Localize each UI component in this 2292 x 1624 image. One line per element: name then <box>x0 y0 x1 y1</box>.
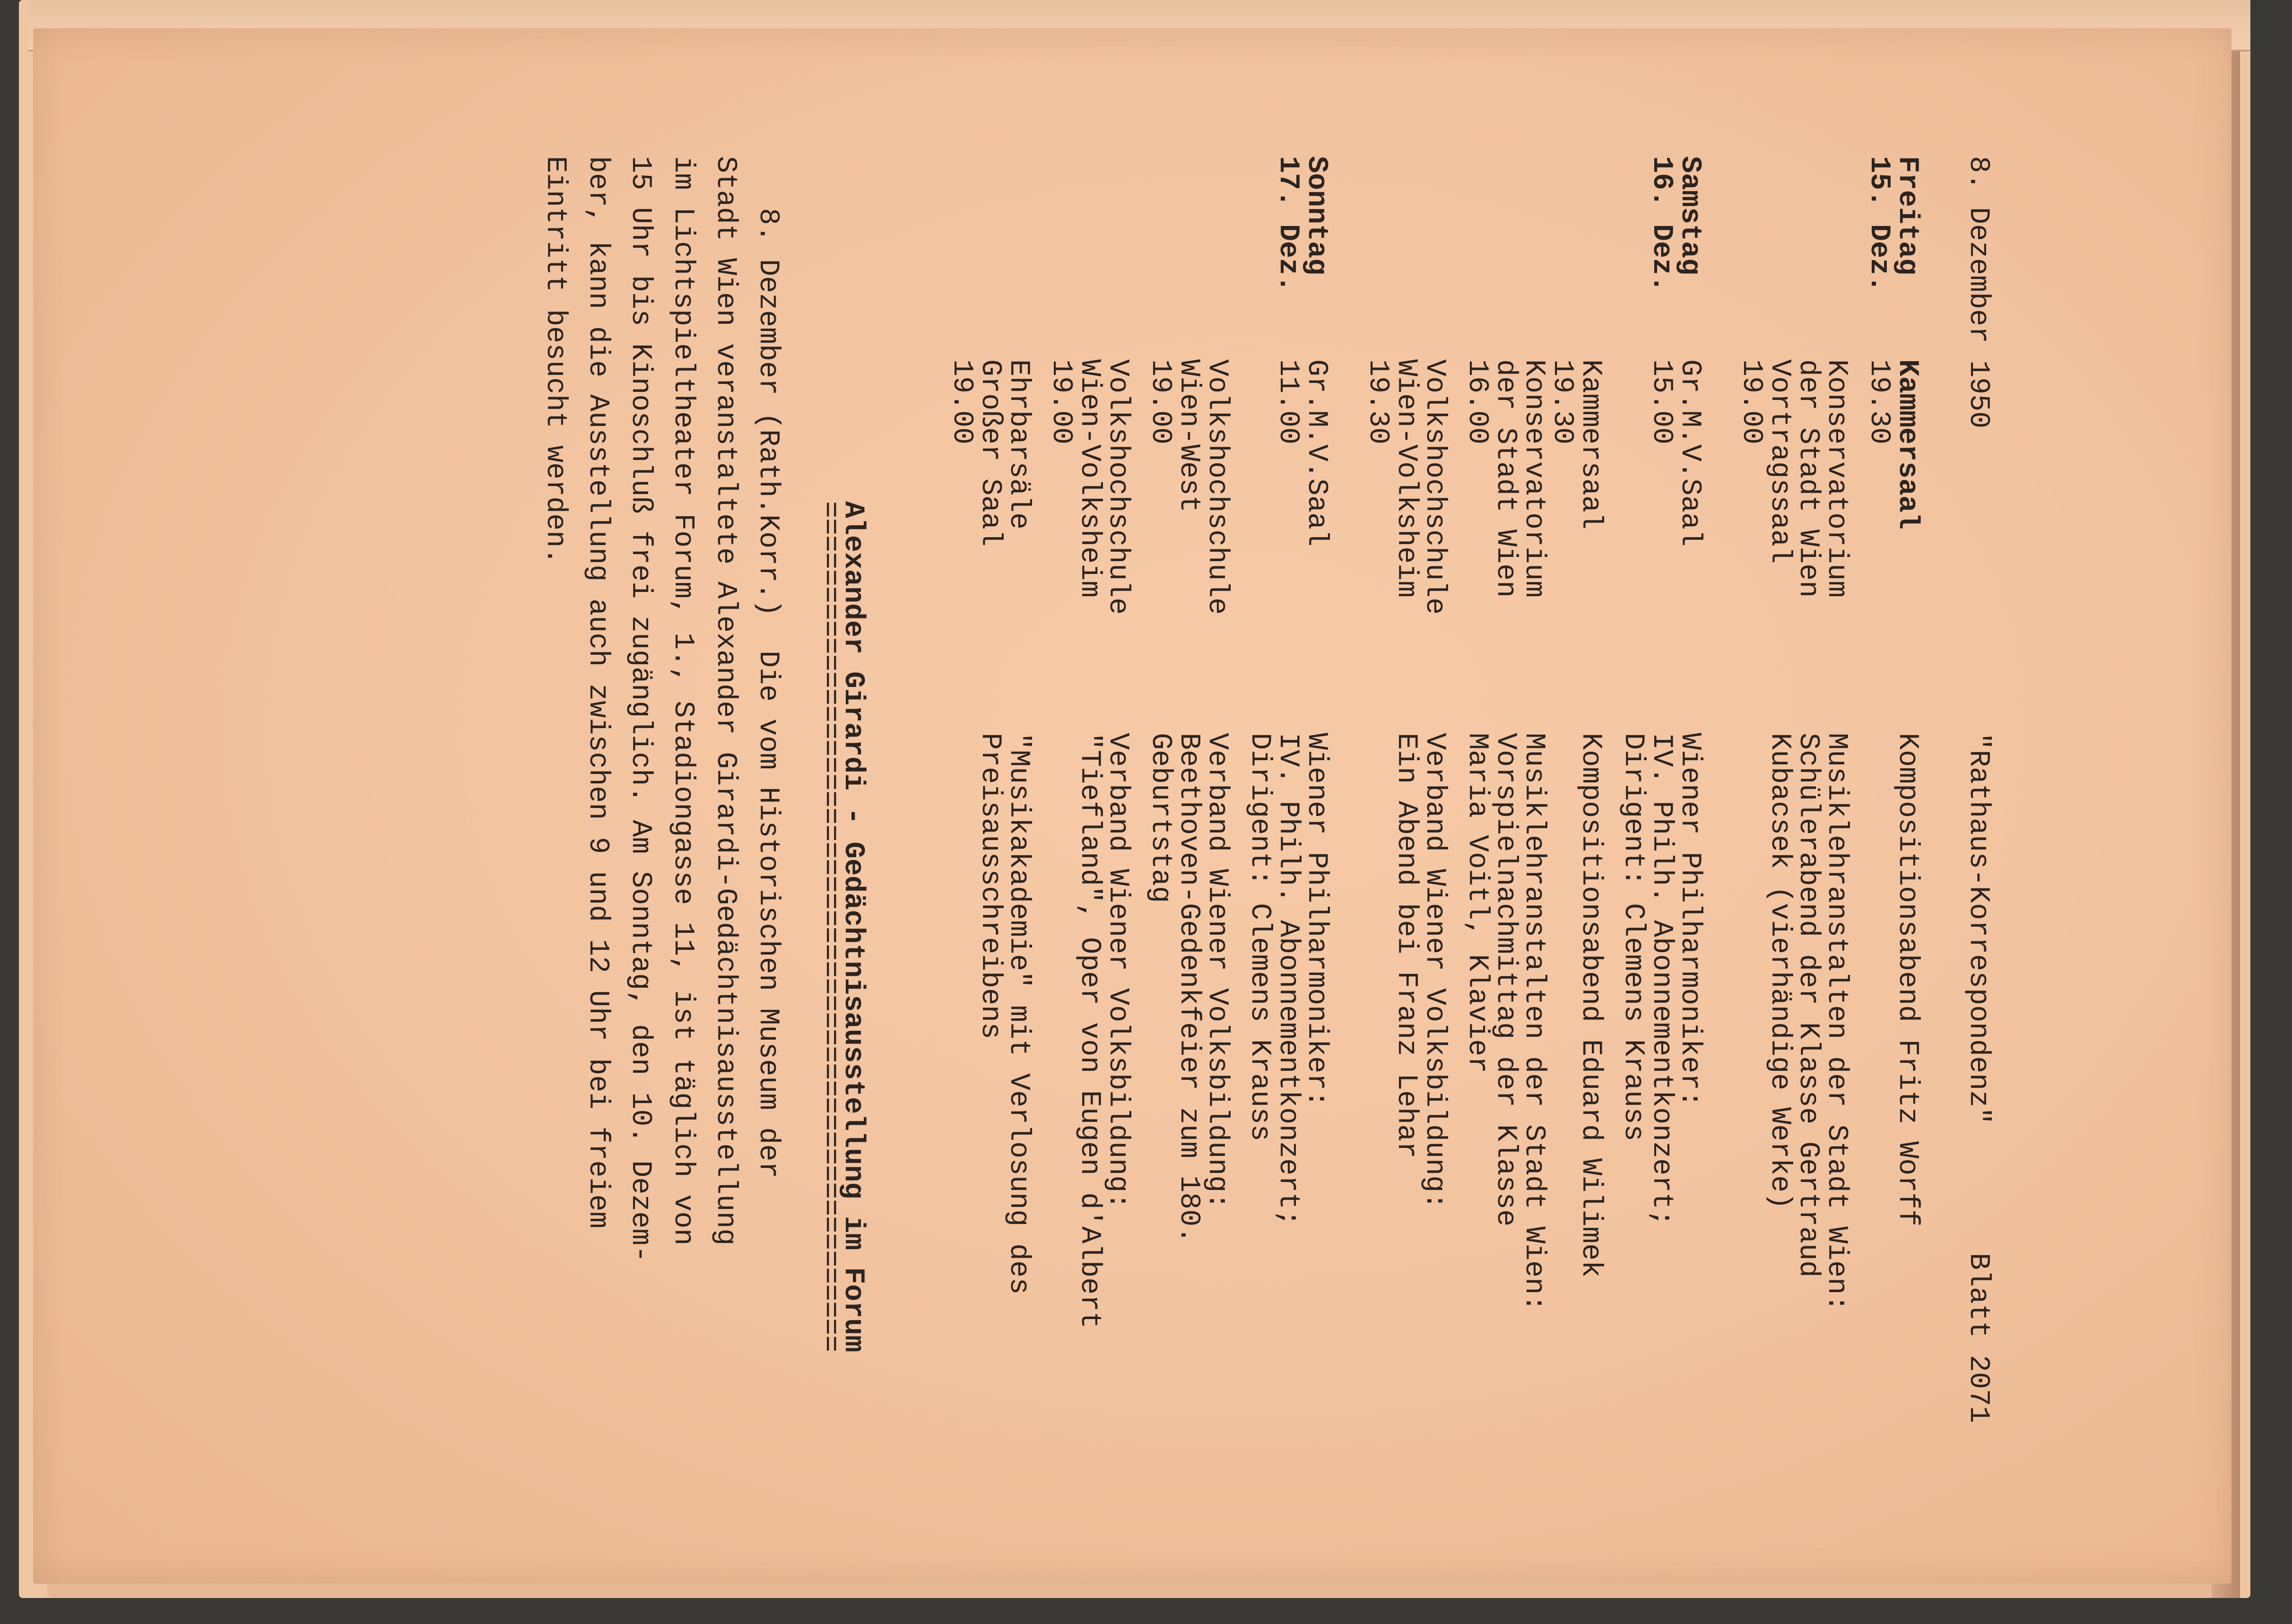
event-date: 17. Dez. <box>1272 156 1304 293</box>
event-venue-line: Vortragssaal <box>1763 359 1796 564</box>
event-program: Dirigent: Clemens Krauss <box>1617 733 1649 1142</box>
event-program: Wiener Philharmoniker: <box>1300 733 1332 1108</box>
article-line: 8. Dezember (Rath.Korr.) Die vom Historischen Museum der <box>752 208 784 1179</box>
event-program: Musiklehranstalten der Stadt Wien: <box>1518 733 1550 1312</box>
event-venue-line: Wien-Volksheim <box>1073 359 1105 598</box>
event-time: 16.00 <box>1461 359 1493 445</box>
event-program: "Musikakademie" mit Verlosung des <box>1002 733 1034 1295</box>
event-venue: Volkshochschule <box>1418 359 1450 615</box>
event-venue-line: Wien-Volksheim <box>1390 359 1422 598</box>
event-venue-line: der Stadt Wien <box>1792 359 1824 598</box>
event-time: 19.00 <box>1144 359 1176 445</box>
article-title: Alexander Girardi - Gedächtnisausstellung im Forum <box>837 501 869 1353</box>
article-line: im Lichtspieltheater Forum, 1., Stadiongasse 11, ist täglich von <box>667 156 699 1246</box>
event-program: Kompositionsabend Fritz Worff <box>1891 733 1923 1227</box>
event-time: 19.00 <box>946 359 978 445</box>
article-line: ber, kann die Ausstellung auch zwischen 9 und 12 Uhr bei freiem <box>582 156 614 1229</box>
header-title: "Rathaus-Korrespondenz" <box>1962 733 1994 1125</box>
event-venue: Volkshochschule <box>1201 359 1233 615</box>
article-title-underline: ================================================== <box>813 501 845 1353</box>
article-line: Eintritt besucht werden. <box>539 156 571 565</box>
event-day: Freitag <box>1891 156 1923 276</box>
event-program: Musiklehranstalten der Stadt Wien: <box>1820 733 1852 1312</box>
event-program: Beethoven-Gedenkfeier zum 180. <box>1172 733 1205 1244</box>
event-time: 19.30 <box>1362 359 1394 445</box>
event-program: Geburtstag <box>1144 733 1176 903</box>
event-time: 19.30 <box>1863 359 1895 445</box>
event-time: 19.30 <box>1546 359 1578 445</box>
event-venue: Gr.M.V.Saal <box>1674 359 1706 547</box>
event-program: Wiener Philharmoniker: <box>1674 733 1706 1108</box>
event-program: Verband Wiener Volksbildung: <box>1102 733 1134 1210</box>
event-program: Maria Voitl, Klavier <box>1461 733 1493 1074</box>
event-date: 16. Dez. <box>1645 156 1677 293</box>
event-venue-line: Großer Saal <box>974 359 1006 547</box>
event-day: Sonntag <box>1300 156 1332 276</box>
event-time: 15.00 <box>1645 359 1677 445</box>
event-program: Preisausschreibens <box>974 733 1006 1040</box>
event-program: Vorspielnachmittag der Klasse <box>1489 733 1521 1227</box>
event-time: 19.00 <box>1045 359 1077 445</box>
event-program: Dirigent: Clemens Krauss <box>1243 733 1276 1142</box>
event-venue-line: Wien-West <box>1172 359 1205 513</box>
article-line: Stadt Wien veranstaltete Alexander Girardi-Gedächtnisausstellung <box>709 156 741 1246</box>
event-time: 19.00 <box>1735 359 1767 445</box>
event-time: 11.00 <box>1272 359 1304 445</box>
event-venue: Konservatorium <box>1820 359 1852 598</box>
header-page-number: Blatt 2071 <box>1962 1253 1994 1424</box>
event-venue: Gr.M.V.Saal <box>1300 359 1332 547</box>
event-program: IV. Philh. Abonnementkonzert; <box>1272 733 1304 1227</box>
event-program: "Tiefland", Oper von Eugen d'Albert <box>1073 733 1105 1329</box>
article-line: 15 Uhr bis Kinoschluß frei zugänglich. Am Sonntag, den 10. Dezem- <box>624 156 656 1263</box>
event-program: Kubacsek (vierhändige Werke) <box>1763 733 1796 1210</box>
event-day: Samstag <box>1674 156 1706 276</box>
event-venue: Volkshochschule <box>1102 359 1134 615</box>
event-program: Schülerabend der Klasse Gertraud <box>1792 733 1824 1278</box>
event-venue-line: der Stadt Wien <box>1489 359 1521 598</box>
event-program: Kompositionsabend Eduard Wilimek <box>1574 733 1606 1278</box>
event-venue: Kammersaal <box>1891 359 1923 530</box>
event-program: IV. Philh. Abonnementkonzert; <box>1645 733 1677 1227</box>
header-date: 8. Dezember 1950 <box>1962 156 1994 429</box>
event-date: 15. Dez. <box>1863 156 1895 293</box>
event-venue: Konservatorium <box>1518 359 1550 598</box>
typed-sheet-rotated <box>293 156 1995 1551</box>
event-program: Verband Wiener Volksbildung: <box>1418 733 1450 1210</box>
event-program: Verband Wiener Volksbildung: <box>1201 733 1233 1210</box>
event-program: Ein Abend bei Franz Lehar <box>1390 733 1422 1159</box>
event-venue: Ehrbarsäle <box>1002 359 1034 530</box>
event-venue: Kammersaal <box>1574 359 1606 530</box>
